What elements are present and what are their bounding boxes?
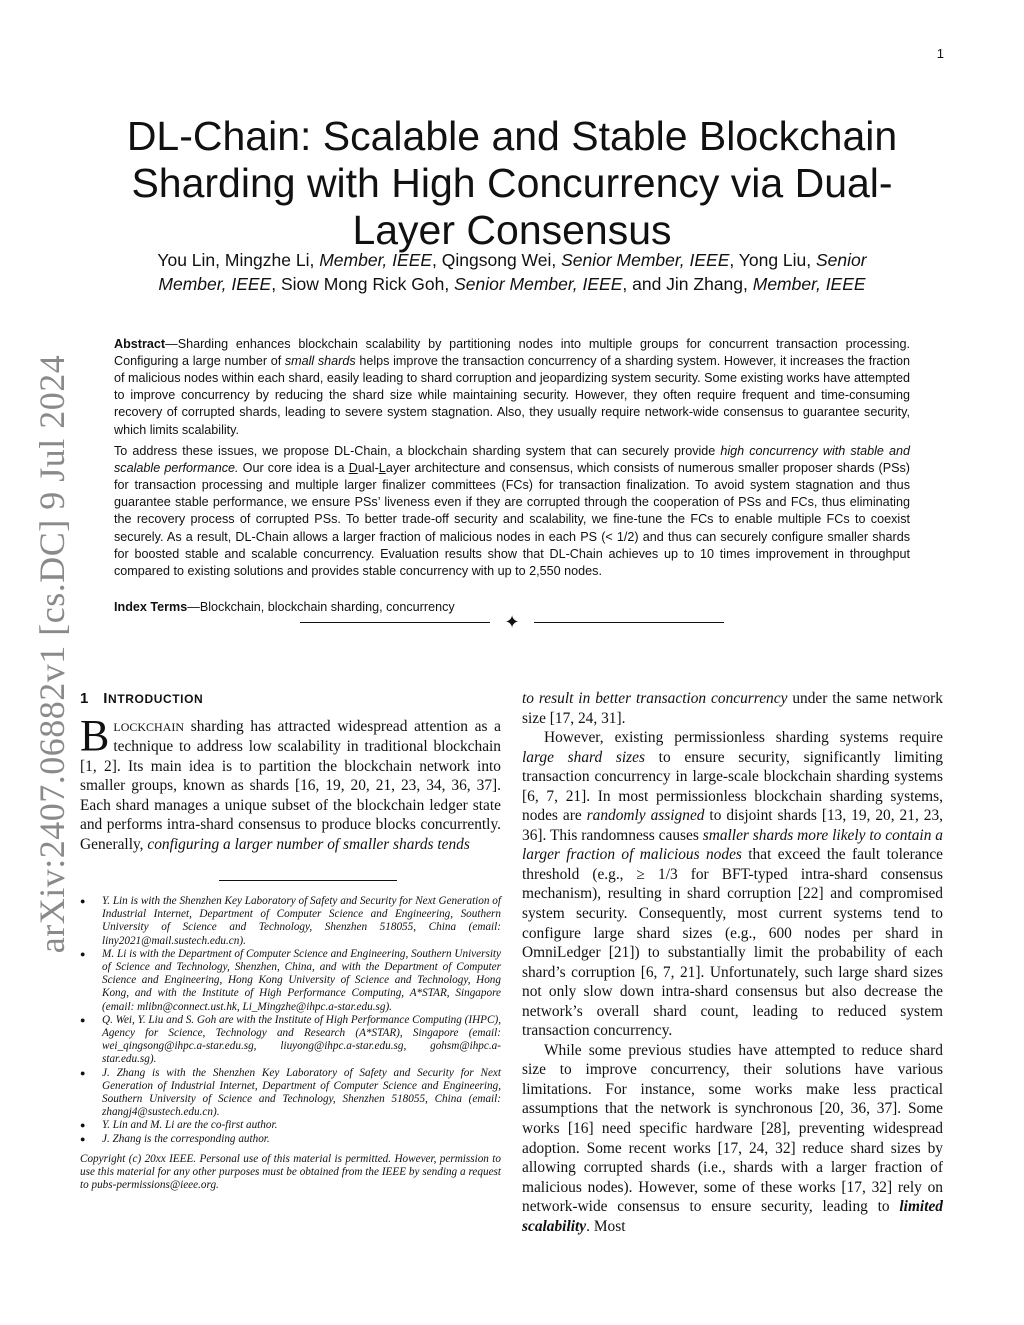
footnote-text: J. Zhang is with the Shenzhen Key Laboratory of Safety and Security for Next Generation of Industrial Internet, Department of Computer Science and Engineering, Southern University of Science and Technology, Shenzhen 518055, China (email: zhangj4@sustech.edu.cn).	[102, 1066, 501, 1119]
separator-line-left	[300, 622, 490, 623]
abstract-text: Our core idea is a	[238, 460, 349, 475]
body-strong-emphasis: limited scalability	[522, 1198, 943, 1235]
author-names: You Lin, Mingzhe Li,	[157, 250, 320, 270]
author-names: , and Jin Zhang,	[622, 274, 753, 294]
intro-paragraph-1	[80, 710, 501, 855]
section-title-rest: NTRODUCTION	[108, 692, 204, 706]
drop-cap: B	[80, 710, 110, 760]
author-names: , Qingsong Wei,	[432, 250, 562, 270]
section-number: 1	[80, 690, 89, 707]
body-emphasis: randomly assigned	[586, 807, 705, 825]
abstract-text: To address these issues, we propose DL-Chain, a blockchain sharding system that can securely provide	[114, 443, 721, 458]
footnotes	[80, 895, 501, 1192]
footnote-text: Q. Wei, Y. Liu and S. Goh are with the Institute of High Performance Computing (IHPC), Agency for Science, Technology and Research (A*STAR), Singapore (email: wei_qingsong@ihpc.a-star.edu.sg, liuyong@ihpc.a-star.edu.sg, gohsm@ihpc.a-star.edu.sg).	[102, 1013, 502, 1066]
footnote-item	[80, 1133, 501, 1146]
footnote-text: Y. Lin is with the Shenzhen Key Laboratory of Safety and Security for Next Generation of Industrial Internet, Department of Computer Science and Engineering, Southern University of Science and Technology, Shenzhen 518055, China (email: liny2021@mail.sustech.edu.cn).	[102, 895, 501, 947]
footnote-rule	[219, 880, 397, 881]
author-names: , Yong Liu,	[729, 250, 816, 270]
footnote-item	[80, 1067, 501, 1120]
abstract-emphasis: small shards	[284, 353, 356, 368]
bullet-icon: ●	[80, 1133, 86, 1144]
bullet-icon: ●	[80, 896, 86, 906]
intro-paragraph-2	[522, 728, 943, 1041]
index-terms-text: —Blockchain, blockchain sharding, concurrency	[187, 599, 455, 614]
footnote-item	[80, 1119, 501, 1132]
author-list	[130, 248, 894, 296]
abstract-paragraph-2	[114, 443, 910, 581]
left-column	[80, 689, 501, 854]
footnote-item	[80, 948, 501, 1014]
body-emphasis: smaller shards more likely to contain a larger fraction of malicious nodes	[522, 826, 943, 864]
body-text: to ensure security, significantly limiting transaction concurrency in large-scale blockchain sharding systems [6, 7, 21]. In most permissionless blockchain sharding systems, nodes are	[522, 748, 943, 825]
author-role: Senior Member, IEEE	[561, 250, 730, 270]
bullet-icon: ●	[80, 948, 86, 959]
abstract-label: Abstract	[114, 336, 166, 351]
separator-diamond-icon: ✦	[504, 612, 520, 632]
abstract-paragraph-1	[114, 336, 910, 439]
page-number: 1	[936, 46, 944, 61]
abstract-underline: L	[378, 460, 386, 475]
copyright-notice: Copyright (c) 20xx IEEE. Personal use of this material is permitted. However, permission to use this material for any other purposes must be obtained from the IEEE by sending a request to pubs-permissions@ieee.org.	[80, 1152, 501, 1192]
body-text: sharding has attracted widespread attention as a technique to address low scalability in traditional blockchain [1, 2]. Its main idea is to partition the blockchain network into smaller groups, known as shards [16, 19, 20, 21, 23, 34, 36, 37]. Each shard manages a unique subset of the blockchain ledger state and performs intra-shard consensus to produce blocks concurrently. Generally,	[80, 717, 501, 853]
footnote-text: J. Zhang is the corresponding author.	[102, 1132, 270, 1145]
section-heading	[80, 689, 501, 710]
section-separator	[300, 612, 724, 632]
separator-line-right	[534, 622, 724, 623]
abstract-underline: D	[348, 460, 358, 475]
intro-paragraph-continued	[522, 689, 943, 728]
body-text: . Most	[586, 1217, 626, 1235]
author-role: Senior Member, IEEE	[454, 274, 623, 294]
author-role: Senior Member, IEEE	[158, 250, 867, 294]
footnote-text: Y. Lin and M. Li are the co-first author.	[102, 1119, 278, 1132]
smallcaps-word: LOCKCHAIN	[113, 719, 185, 734]
bullet-icon: ●	[80, 1120, 86, 1131]
abstract-emphasis: high concurrency with stable and scalable performance.	[114, 443, 910, 475]
body-text: under the same network size [17, 24, 31].	[522, 690, 943, 727]
body-emphasis: configuring a larger number of smaller shards tends	[147, 835, 470, 853]
abstract-text: ayer architecture and consensus, which consists of numerous smaller proposer shards (PSs) for transaction processing and multiple larger finalizer committees (FCs) for transaction finalization. To avoid system stagnation and thus guarantee stable performance, we ensure PSs’ liveness even if they are corrupted through the cooperation of PSs and FCs, thus eliminating the recovery process of corrupted PSs. To better trade-off security and scalability, we fine-tune the FCs to enable multiple FCs to coexist securely. As a result, DL-Chain allows a larger fraction of malicious nodes in each PS (< 1/2) and thus can securely configure smaller shards for boosted stable and scalable concurrency. Evaluation results show that DL-Chain achieves up to 10 times improvement in throughput compared to existing solutions and provides stable concurrency with up to 2,550 nodes.	[114, 460, 910, 579]
abstract-text: helps improve the transaction concurrency of a sharding system. However, it increases the fraction of malicious nodes within each shard, easily leading to shard corruption and jeopardizing system security. Some existing works have attempted to improve concurrency by reducing the shard size while maintaining security. However, they often require frequent and time-consuming recovery of corrupted shards, leading to severe system stagnation. Also, they usually require network-wide consensus to guarantee security, which limits scalability.	[114, 353, 910, 437]
body-emphasis: large shard sizes	[522, 748, 645, 766]
footnote-text: M. Li is with the Department of Computer Science and Engineering, Southern University of Science and Technology, Shenzhen, China, and with the Department of Computer Science and Engineering, Hong Kong University of Science and Technology, Hong Kong, and with the Institute of High Performance Computing, A*STAR, Singapore (email: mlibn@connect.ust.hk, Li_Mingzhe@ihpc.a-star.edu.sg).	[102, 947, 501, 1013]
author-role: Member, IEEE	[319, 250, 433, 270]
paper-title: DL-Chain: Scalable and Stable Blockchain Sharding with High Concurrency via Dual-Layer Consensus	[126, 113, 898, 254]
body-text: that exceed the fault tolerance threshold (e.g., ≥ 1/3 for BFT-typed intra-shard consensus mechanism), resulting in shard corruption [22] and compromised system security. Consequently, most current systems tend to configure large shard sizes (e.g., 600 nodes per shard in OmniLedger [21]) to substantially limit the probability of each shard’s corruption [6, 7, 21]. Unfortunately, such large shard sizes not only slow down intra-shard consensus but also decrease the network’s overall shard count, leading to reduced system transaction concurrency.	[522, 846, 943, 1040]
body-emphasis: to result in better transaction concurrency	[522, 690, 788, 707]
author-role: Member, IEEE	[752, 274, 866, 294]
intro-paragraph-3	[522, 1041, 943, 1236]
bullet-icon: ●	[80, 1014, 86, 1025]
footnote-item	[80, 895, 501, 948]
abstract-text: ual-	[357, 460, 379, 475]
abstract-text: —Sharding enhances blockchain scalability by partitioning nodes into multiple groups for concurrent transaction processing. Configuring a large number of	[114, 336, 910, 368]
footnote-item	[80, 1014, 501, 1067]
index-terms-label: Index Terms	[114, 599, 188, 614]
body-text: to disjoint shards [13, 19, 20, 21, 23, 36]. This randomness causes	[522, 807, 943, 844]
bullet-icon: ●	[80, 1067, 86, 1078]
arxiv-stamp: arXiv:2407.06882v1 [cs.DC] 9 Jul 2024	[32, 354, 72, 954]
section-title-initial: I	[103, 690, 109, 707]
body-text: While some previous studies have attempted to reduce shard size to improve concurrency, their solutions have various limitations. For instance, some works make less practical assumptions that the network is synchronous [20, 36, 37]. Some works [16] need specific hardware [28], preventing widespread adoption. Some recent works [17, 24, 32] reduce shard sizes by allowing corrupted shards (i.e., shards with a larger fraction of malicious nodes). However, some of these works [17, 32] rely on network-wide consensus to ensure security, leading to	[522, 1041, 943, 1216]
right-column	[522, 689, 943, 1236]
body-text: However, existing permissionless sharding systems require	[544, 729, 943, 747]
author-names: , Siow Mong Rick Goh,	[271, 274, 455, 294]
